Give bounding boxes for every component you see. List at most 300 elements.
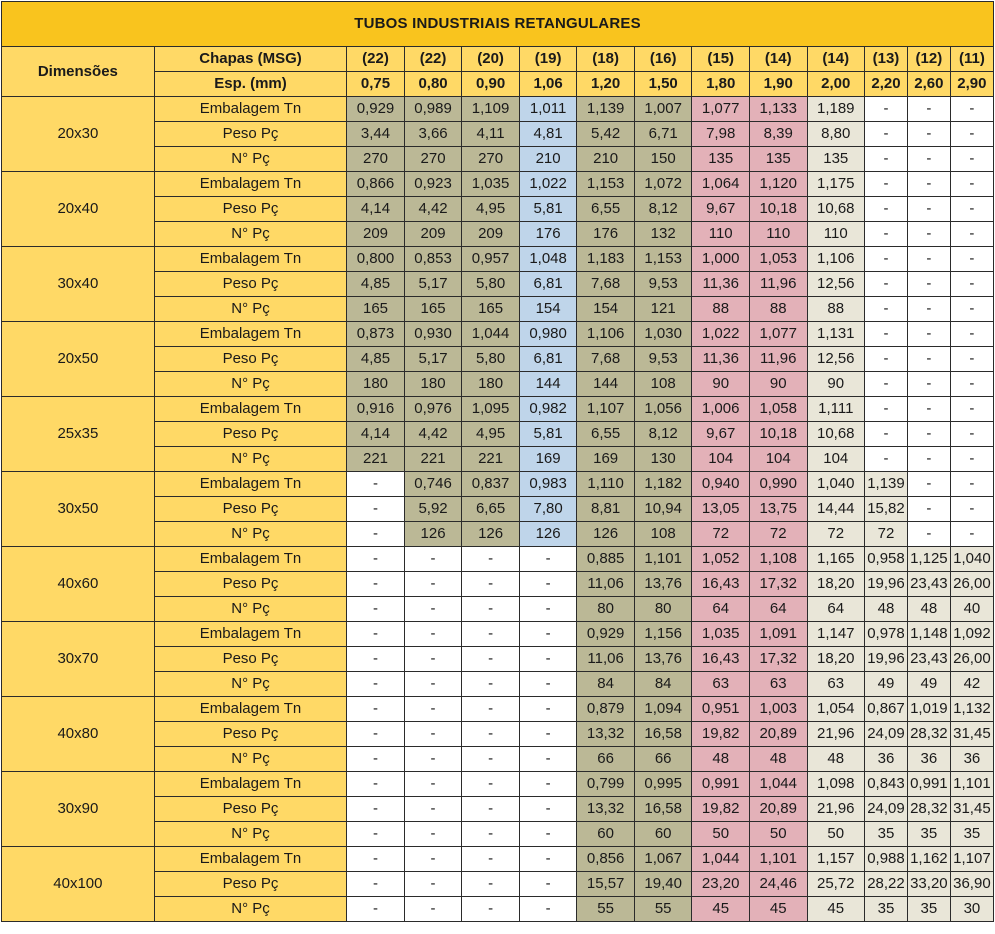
value-cell: 1,109 — [462, 97, 520, 122]
value-cell: 0,800 — [347, 247, 405, 272]
chapas-col-4: (18) — [577, 47, 635, 72]
row-label: Peso Pç — [154, 197, 347, 222]
esp-col-11: 2,90 — [950, 72, 993, 97]
value-cell: 180 — [462, 372, 520, 397]
value-cell: 5,80 — [462, 272, 520, 297]
value-cell: - — [519, 822, 577, 847]
value-cell: 1,183 — [577, 247, 635, 272]
value-cell: 0,990 — [749, 472, 807, 497]
value-cell: - — [907, 272, 950, 297]
value-cell: 88 — [807, 297, 865, 322]
esp-col-3: 1,06 — [519, 72, 577, 97]
value-cell: 1,044 — [462, 322, 520, 347]
row-label: N° Pç — [154, 447, 347, 472]
value-cell: - — [404, 847, 462, 872]
value-cell: - — [519, 697, 577, 722]
dimension-cell: 30x50 — [2, 472, 155, 547]
row-label: Peso Pç — [154, 272, 347, 297]
row-label: N° Pç — [154, 672, 347, 697]
value-cell: 16,58 — [634, 722, 692, 747]
value-cell: - — [347, 547, 405, 572]
row-label: Embalagem Tn — [154, 847, 347, 872]
value-cell: 21,96 — [807, 722, 865, 747]
value-cell: - — [462, 572, 520, 597]
value-cell: 0,843 — [865, 772, 908, 797]
value-cell: 1,108 — [749, 547, 807, 572]
value-cell: 1,044 — [749, 772, 807, 797]
value-cell: 1,165 — [807, 547, 865, 572]
row-label: N° Pç — [154, 897, 347, 922]
value-cell: 1,007 — [634, 97, 692, 122]
value-cell: - — [404, 547, 462, 572]
value-cell: 1,052 — [692, 547, 750, 572]
value-cell: 80 — [634, 597, 692, 622]
value-cell: 1,044 — [692, 847, 750, 872]
value-cell: 5,17 — [404, 347, 462, 372]
value-cell: 0,867 — [865, 697, 908, 722]
esp-col-2: 0,90 — [462, 72, 520, 97]
value-cell: 11,06 — [577, 647, 635, 672]
value-cell: 4,85 — [347, 347, 405, 372]
value-cell: 25,72 — [807, 872, 865, 897]
dimension-cell: 40x60 — [2, 547, 155, 622]
table-row — [2, 622, 994, 647]
value-cell: 1,107 — [950, 847, 993, 872]
value-cell: 19,40 — [634, 872, 692, 897]
value-cell: 0,916 — [347, 397, 405, 422]
value-cell: 1,048 — [519, 247, 577, 272]
value-cell: 21,96 — [807, 797, 865, 822]
value-cell: 165 — [462, 297, 520, 322]
row-label: Peso Pç — [154, 872, 347, 897]
value-cell: - — [347, 822, 405, 847]
esp-col-6: 1,80 — [692, 72, 750, 97]
value-cell: - — [462, 697, 520, 722]
chapas-col-5: (16) — [634, 47, 692, 72]
value-cell: 3,66 — [404, 122, 462, 147]
row-label: Embalagem Tn — [154, 697, 347, 722]
value-cell: 55 — [577, 897, 635, 922]
value-cell: 1,182 — [634, 472, 692, 497]
esp-col-5: 1,50 — [634, 72, 692, 97]
table-row — [2, 697, 994, 722]
chapas-col-1: (22) — [404, 47, 462, 72]
value-cell: - — [950, 297, 993, 322]
value-cell: 66 — [577, 747, 635, 772]
value-cell: 1,131 — [807, 322, 865, 347]
value-cell: - — [347, 797, 405, 822]
value-cell: 64 — [807, 597, 865, 622]
value-cell: 66 — [634, 747, 692, 772]
value-cell: 1,094 — [634, 697, 692, 722]
value-cell: - — [404, 647, 462, 672]
value-cell: 4,95 — [462, 422, 520, 447]
value-cell: 0,837 — [462, 472, 520, 497]
value-cell: 1,101 — [634, 547, 692, 572]
value-cell: 210 — [519, 147, 577, 172]
value-cell: 10,18 — [749, 197, 807, 222]
value-cell: - — [865, 222, 908, 247]
chapas-col-6: (15) — [692, 47, 750, 72]
value-cell: 90 — [749, 372, 807, 397]
value-cell: - — [347, 847, 405, 872]
value-cell: 80 — [577, 597, 635, 622]
table-row — [2, 847, 994, 872]
value-cell: - — [907, 522, 950, 547]
value-cell: 0,799 — [577, 772, 635, 797]
value-cell: 11,96 — [749, 272, 807, 297]
value-cell: 45 — [692, 897, 750, 922]
value-cell: 0,929 — [577, 622, 635, 647]
value-cell: 5,80 — [462, 347, 520, 372]
value-cell: 72 — [749, 522, 807, 547]
value-cell: 5,81 — [519, 197, 577, 222]
value-cell: - — [865, 197, 908, 222]
value-cell: - — [950, 472, 993, 497]
value-cell: 11,36 — [692, 272, 750, 297]
value-cell: - — [950, 447, 993, 472]
value-cell: 4,42 — [404, 422, 462, 447]
value-cell: 4,85 — [347, 272, 405, 297]
value-cell: - — [404, 672, 462, 697]
value-cell: - — [519, 572, 577, 597]
value-cell: 4,42 — [404, 197, 462, 222]
value-cell: 1,022 — [519, 172, 577, 197]
table-row — [2, 772, 994, 797]
value-cell: 0,983 — [519, 472, 577, 497]
value-cell: 1,132 — [950, 697, 993, 722]
value-cell: 1,101 — [749, 847, 807, 872]
chapas-col-3: (19) — [519, 47, 577, 72]
value-cell: 1,175 — [807, 172, 865, 197]
value-cell: - — [950, 497, 993, 522]
value-cell: - — [347, 872, 405, 897]
rectangular-tubes-table — [1, 1, 994, 922]
value-cell: 270 — [404, 147, 462, 172]
value-cell: - — [865, 122, 908, 147]
value-cell: - — [462, 647, 520, 672]
value-cell: 8,12 — [634, 197, 692, 222]
value-cell: 16,43 — [692, 572, 750, 597]
value-cell: 12,56 — [807, 272, 865, 297]
value-cell: 14,44 — [807, 497, 865, 522]
value-cell: 9,67 — [692, 422, 750, 447]
value-cell: 19,96 — [865, 572, 908, 597]
value-cell: 4,11 — [462, 122, 520, 147]
value-cell: - — [907, 372, 950, 397]
value-cell: 150 — [634, 147, 692, 172]
row-label: Embalagem Tn — [154, 622, 347, 647]
value-cell: - — [404, 722, 462, 747]
value-cell: - — [907, 222, 950, 247]
value-cell: 30 — [950, 897, 993, 922]
value-cell: 1,000 — [692, 247, 750, 272]
value-cell: 48 — [907, 597, 950, 622]
esp-col-0: 0,75 — [347, 72, 405, 97]
value-cell: 55 — [634, 897, 692, 922]
row-label: N° Pç — [154, 372, 347, 397]
value-cell: 5,17 — [404, 272, 462, 297]
value-cell: 4,14 — [347, 197, 405, 222]
chapas-header: Chapas (MSG) — [154, 47, 347, 72]
table-row — [2, 322, 994, 347]
value-cell: 1,120 — [749, 172, 807, 197]
value-cell: 49 — [865, 672, 908, 697]
value-cell: - — [462, 847, 520, 872]
value-cell: 154 — [577, 297, 635, 322]
value-cell: 0,951 — [692, 697, 750, 722]
row-label: Peso Pç — [154, 422, 347, 447]
value-cell: 1,091 — [749, 622, 807, 647]
value-cell: 0,976 — [404, 397, 462, 422]
value-cell: - — [462, 672, 520, 697]
value-cell: 121 — [634, 297, 692, 322]
value-cell: 221 — [347, 447, 405, 472]
value-cell: 6,65 — [462, 497, 520, 522]
value-cell: - — [462, 547, 520, 572]
row-label: Embalagem Tn — [154, 172, 347, 197]
value-cell: 72 — [692, 522, 750, 547]
table-row — [2, 97, 994, 122]
value-cell: 6,81 — [519, 347, 577, 372]
value-cell: 50 — [692, 822, 750, 847]
value-cell: 64 — [749, 597, 807, 622]
value-cell: 9,67 — [692, 197, 750, 222]
value-cell: - — [950, 147, 993, 172]
value-cell: 31,45 — [950, 722, 993, 747]
value-cell: - — [404, 697, 462, 722]
value-cell: 84 — [634, 672, 692, 697]
row-label: Peso Pç — [154, 722, 347, 747]
dimension-cell: 20x50 — [2, 322, 155, 397]
value-cell: 270 — [347, 147, 405, 172]
dimension-cell: 30x70 — [2, 622, 155, 697]
row-label: N° Pç — [154, 747, 347, 772]
row-label: Peso Pç — [154, 347, 347, 372]
value-cell: 48 — [692, 747, 750, 772]
value-cell: - — [865, 97, 908, 122]
value-cell: 1,003 — [749, 697, 807, 722]
value-cell: - — [404, 597, 462, 622]
value-cell: 35 — [950, 822, 993, 847]
value-cell: 11,96 — [749, 347, 807, 372]
value-cell: - — [462, 797, 520, 822]
value-cell: 104 — [807, 447, 865, 472]
value-cell: 1,101 — [950, 772, 993, 797]
value-cell: 48 — [749, 747, 807, 772]
value-cell: 0,988 — [865, 847, 908, 872]
chapas-col-11: (11) — [950, 47, 993, 72]
value-cell: - — [519, 722, 577, 747]
value-cell: 1,189 — [807, 97, 865, 122]
value-cell: 11,06 — [577, 572, 635, 597]
value-cell: 6,55 — [577, 422, 635, 447]
value-cell: 180 — [404, 372, 462, 397]
value-cell: 72 — [807, 522, 865, 547]
value-cell: - — [519, 647, 577, 672]
value-cell: - — [519, 797, 577, 822]
value-cell: - — [950, 172, 993, 197]
value-cell: 48 — [807, 747, 865, 772]
value-cell: 20,89 — [749, 797, 807, 822]
value-cell: 1,058 — [749, 397, 807, 422]
value-cell: 1,139 — [865, 472, 908, 497]
value-cell: 7,68 — [577, 272, 635, 297]
value-cell: 154 — [519, 297, 577, 322]
value-cell: 1,006 — [692, 397, 750, 422]
value-cell: 23,43 — [907, 572, 950, 597]
value-cell: 3,44 — [347, 122, 405, 147]
value-cell: 35 — [907, 897, 950, 922]
value-cell: 50 — [749, 822, 807, 847]
value-cell: 1,106 — [807, 247, 865, 272]
value-cell: - — [347, 472, 405, 497]
value-cell: 8,39 — [749, 122, 807, 147]
esp-col-10: 2,60 — [907, 72, 950, 97]
row-label: Peso Pç — [154, 797, 347, 822]
value-cell: - — [950, 197, 993, 222]
table-row — [2, 397, 994, 422]
value-cell: - — [347, 722, 405, 747]
value-cell: - — [462, 897, 520, 922]
value-cell: - — [907, 347, 950, 372]
value-cell: - — [950, 272, 993, 297]
value-cell: 17,32 — [749, 572, 807, 597]
value-cell: 209 — [347, 222, 405, 247]
value-cell: - — [950, 247, 993, 272]
value-cell: 108 — [634, 372, 692, 397]
value-cell: 0,879 — [577, 697, 635, 722]
value-cell: 1,148 — [907, 622, 950, 647]
dimension-cell: 30x40 — [2, 247, 155, 322]
value-cell: - — [347, 747, 405, 772]
table-title: TUBOS INDUSTRIAIS RETANGULARES — [2, 2, 994, 47]
value-cell: 1,022 — [692, 322, 750, 347]
value-cell: 180 — [347, 372, 405, 397]
row-label: N° Pç — [154, 222, 347, 247]
value-cell: - — [347, 522, 405, 547]
value-cell: 15,82 — [865, 497, 908, 522]
value-cell: 5,42 — [577, 122, 635, 147]
value-cell: - — [865, 447, 908, 472]
value-cell: 270 — [462, 147, 520, 172]
value-cell: 12,56 — [807, 347, 865, 372]
row-label: N° Pç — [154, 822, 347, 847]
value-cell: - — [404, 897, 462, 922]
value-cell: 0,978 — [865, 622, 908, 647]
value-cell: 20,89 — [749, 722, 807, 747]
value-cell: 0,923 — [404, 172, 462, 197]
value-cell: 110 — [807, 222, 865, 247]
value-cell: - — [865, 397, 908, 422]
value-cell: 63 — [807, 672, 865, 697]
value-cell: 1,067 — [634, 847, 692, 872]
esp-header: Esp. (mm) — [154, 72, 347, 97]
value-cell: - — [950, 522, 993, 547]
row-label: N° Pç — [154, 297, 347, 322]
value-cell: 0,982 — [519, 397, 577, 422]
value-cell: - — [907, 122, 950, 147]
value-cell: 7,98 — [692, 122, 750, 147]
value-cell: 15,57 — [577, 872, 635, 897]
value-cell: - — [347, 597, 405, 622]
value-cell: 4,14 — [347, 422, 405, 447]
value-cell: 19,82 — [692, 797, 750, 822]
value-cell: - — [462, 622, 520, 647]
row-label: Peso Pç — [154, 122, 347, 147]
dimension-cell: 20x30 — [2, 97, 155, 172]
value-cell: 135 — [692, 147, 750, 172]
chapas-col-2: (20) — [462, 47, 520, 72]
row-label: Embalagem Tn — [154, 322, 347, 347]
value-cell: 144 — [577, 372, 635, 397]
value-cell: - — [519, 672, 577, 697]
value-cell: - — [347, 697, 405, 722]
value-cell: 13,76 — [634, 647, 692, 672]
value-cell: 23,43 — [907, 647, 950, 672]
value-cell: 1,111 — [807, 397, 865, 422]
value-cell: 13,32 — [577, 722, 635, 747]
value-cell: 0,989 — [404, 97, 462, 122]
value-cell: 104 — [749, 447, 807, 472]
value-cell: - — [404, 772, 462, 797]
value-cell: 0,866 — [347, 172, 405, 197]
table-row — [2, 172, 994, 197]
value-cell: - — [462, 822, 520, 847]
value-cell: 35 — [865, 897, 908, 922]
value-cell: - — [950, 347, 993, 372]
chapas-col-7: (14) — [749, 47, 807, 72]
value-cell: 0,995 — [634, 772, 692, 797]
value-cell: - — [519, 622, 577, 647]
value-cell: 63 — [749, 672, 807, 697]
value-cell: 60 — [577, 822, 635, 847]
value-cell: 1,147 — [807, 622, 865, 647]
value-cell: 84 — [577, 672, 635, 697]
value-cell: - — [865, 372, 908, 397]
value-cell: 90 — [692, 372, 750, 397]
value-cell: - — [907, 422, 950, 447]
row-label: Embalagem Tn — [154, 472, 347, 497]
value-cell: 5,81 — [519, 422, 577, 447]
value-cell: 40 — [950, 597, 993, 622]
value-cell: 5,92 — [404, 497, 462, 522]
value-cell: 9,53 — [634, 272, 692, 297]
value-cell: 1,035 — [462, 172, 520, 197]
row-label: Embalagem Tn — [154, 397, 347, 422]
value-cell: 1,098 — [807, 772, 865, 797]
value-cell: 8,12 — [634, 422, 692, 447]
value-cell: 0,958 — [865, 547, 908, 572]
value-cell: 1,133 — [749, 97, 807, 122]
value-cell: 28,22 — [865, 872, 908, 897]
value-cell: 126 — [519, 522, 577, 547]
row-label: Peso Pç — [154, 572, 347, 597]
value-cell: 10,68 — [807, 422, 865, 447]
value-cell: - — [865, 272, 908, 297]
value-cell: 1,139 — [577, 97, 635, 122]
value-cell: - — [404, 822, 462, 847]
value-cell: 1,095 — [462, 397, 520, 422]
value-cell: - — [907, 147, 950, 172]
row-label: N° Pç — [154, 597, 347, 622]
value-cell: 1,153 — [634, 247, 692, 272]
value-cell: 48 — [865, 597, 908, 622]
value-cell: - — [519, 897, 577, 922]
esp-col-7: 1,90 — [749, 72, 807, 97]
chapas-col-0: (22) — [347, 47, 405, 72]
value-cell: 0,929 — [347, 97, 405, 122]
